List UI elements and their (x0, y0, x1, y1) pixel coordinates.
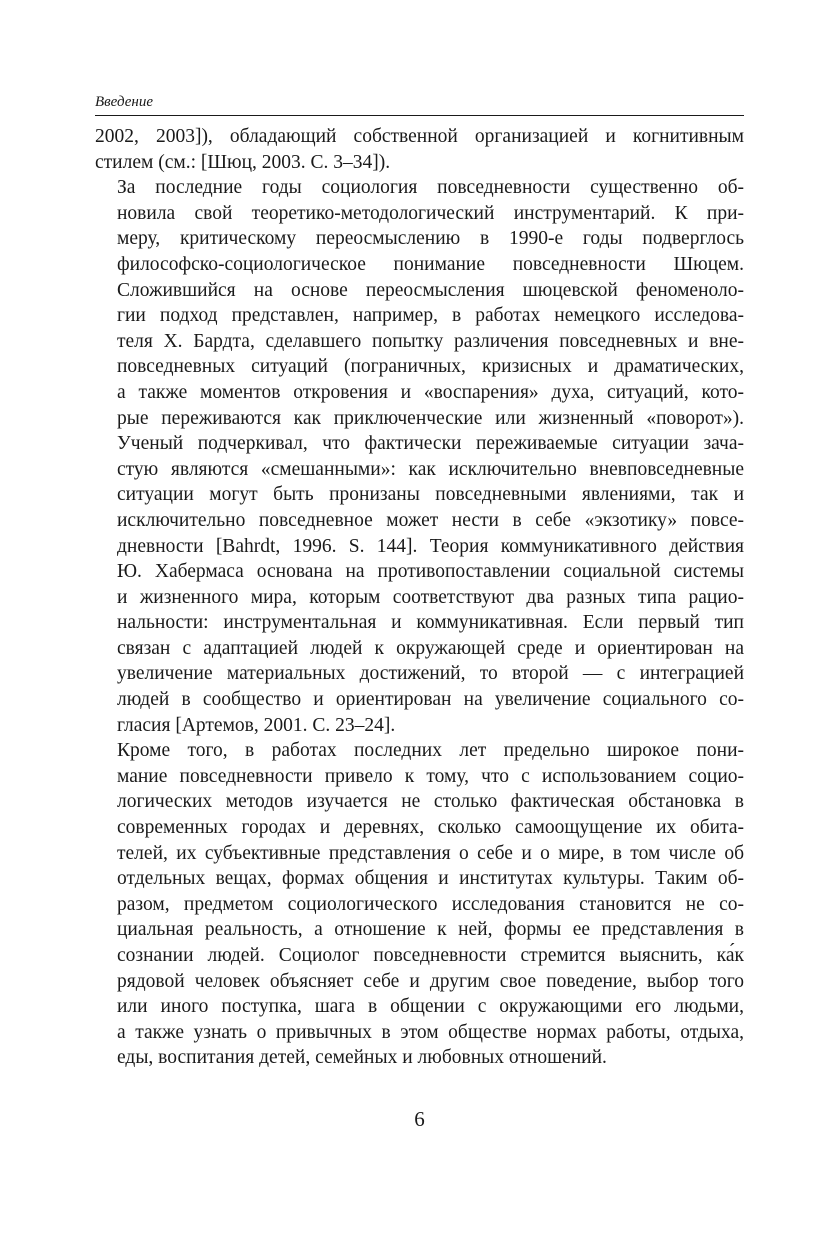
text-line: новила свой теоретико-методологический инструментарий. К при- (117, 202, 744, 224)
paragraph-1 (95, 124, 744, 175)
text-line: дневности [Bahrdt, 1996. S. 144]. Теория коммуникативного действия (117, 535, 744, 557)
text-line: сознании людей. Социолог повседневности стремится выяснить, ка́к (117, 945, 744, 966)
text-line: а также узнать о привычных в этом обществе нормах работы, отдыха, (117, 1021, 744, 1043)
text-line: разом, предметом социологического исследования становится не со- (117, 893, 744, 915)
text-line: 2002, 2003]), обладающий собственной организацией и когнитивным (95, 126, 744, 147)
text-line: Сложившийся на основе переосмысления шюцевской феноменоло- (117, 279, 744, 301)
text-line: теля Х. Бардта, сделавшего попытку различения повседневных и вне- (117, 330, 744, 352)
text-line: Ю. Хабермаса основана на противопоставлении социальной системы (117, 561, 744, 583)
text-line: меру, критическому переосмыслению в 1990-е годы подверглось (117, 228, 744, 250)
text-line: людей в сообщество и ориентирован на увеличение социального со- (117, 689, 744, 711)
text-line: современных городах и деревнях, сколько самоощущение их обита- (117, 817, 744, 839)
text-line: стилем (см.: [Шюц, 2003. С. 3–34]). (95, 151, 391, 173)
running-header: Введение (95, 92, 744, 116)
text-line: За последние годы социология повседневности существенно об- (117, 177, 744, 199)
text-line: отдельных вещах, формах общения и институтах культуры. Таким об- (117, 868, 744, 890)
text-line: гласия [Артемов, 2001. С. 23–24]. (117, 714, 396, 736)
text-line: исключительно повседневное может нести в себе «экзотику» повсе- (117, 509, 744, 531)
text-line: Кроме того, в работах последних лет предельно широкое пони- (117, 740, 744, 762)
text-line: рые переживаются как приключенческие или жизненный «поворот»). (117, 407, 744, 429)
text-line: логических методов изучается не столько фактическая обстановка в (117, 791, 744, 813)
page-number: 6 (414, 1107, 425, 1131)
text-line: еды, воспитания детей, семейных и любовных отношений. (117, 1047, 607, 1069)
text-line: циальная реальность, а отношение к ней, формы ее представления в (117, 919, 744, 941)
text-line: связан с адаптацией людей к окружающей среде и ориентирован на (117, 637, 744, 659)
text-line: а также моментов откровения и «воспарения» духа, ситуаций, кото- (117, 381, 744, 403)
body-text (95, 124, 744, 1071)
text-line: или иного поступка, шага в общении с окружающими его людьми, (117, 996, 744, 1018)
text-line: гии подход представлен, например, в работах немецкого исследова- (117, 305, 744, 327)
paragraph-2 (95, 175, 744, 738)
text-line: ситуации могут быть пронизаны повседневными явлениями, так и (117, 484, 744, 506)
text-line: нальности: инструментальная и коммуникативная. Если первый тип (117, 612, 744, 634)
text-line: увеличение материальных достижений, то второй — с интеграцией (117, 663, 744, 685)
text-line: и жизненного мира, которым соответствуют два разных типа рацио- (117, 586, 744, 608)
text-line: философско-социологическое понимание повседневности Шюцем. (117, 253, 744, 275)
text-line: рядовой человек объясняет себе и другим свое поведение, выбор того (117, 970, 744, 992)
text-line: Ученый подчеркивал, что фактически переживаемые ситуации зача- (117, 433, 744, 455)
text-line: телей, их субъективные представления о себе и о мире, в том числе об (117, 842, 744, 864)
text-line: повседневных ситуаций (пограничных, кризисных и драматических, (117, 356, 744, 378)
paragraph-3 (95, 738, 744, 1071)
page-content (95, 92, 744, 1071)
text-line: мание повседневности привело к тому, что с использованием социо- (117, 765, 744, 787)
text-line: стую являются «смешанными»: как исключительно вневповседневные (117, 458, 744, 480)
